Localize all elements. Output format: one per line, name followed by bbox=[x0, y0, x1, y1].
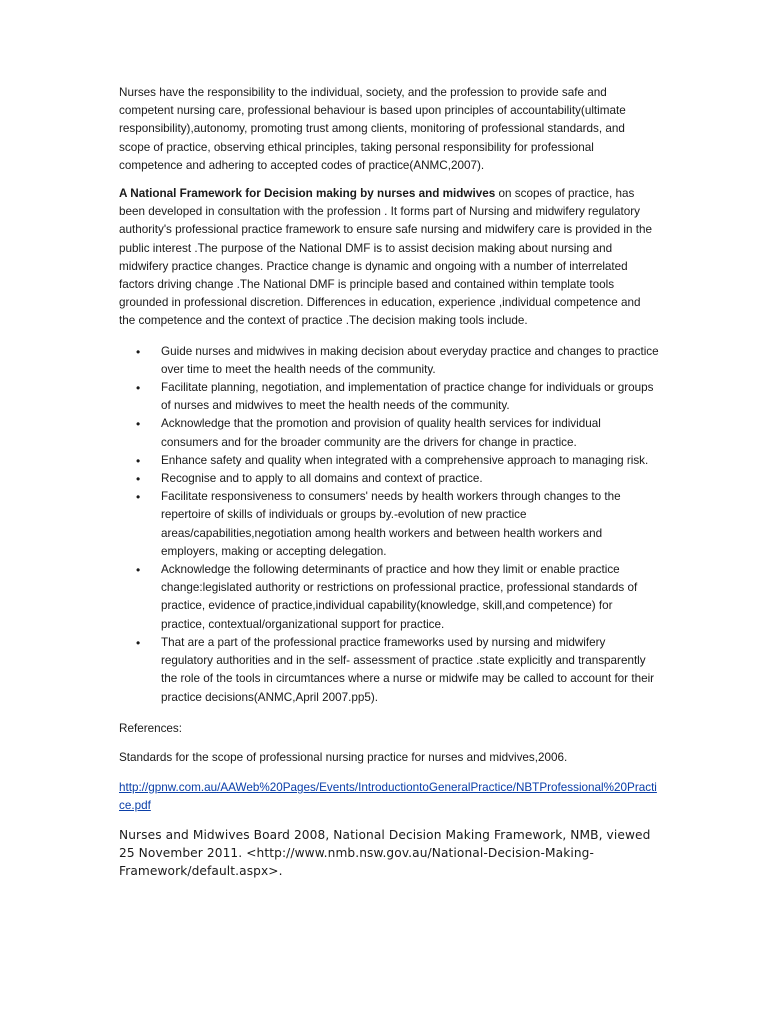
document-body bbox=[119, 84, 659, 892]
bullet-icon: • bbox=[136, 453, 141, 468]
framework-description: on scopes of practice, has been developed in consultation with the profession . It forms part of Nursing and midwifery regulatory authority's professional practice framework to ensure safe nursing and midwifery care is provided in the public interest .The purpose of the National DMF is to assist decision making about nursing and midwifery practice changes. Practice change is dynamic and ongoing with a number of interrelated factors driving change .The National DMF is principle based and contained within template tools grounded in professional discretion. Differences in education, experience ,individual competence and the competence and the context of practice .The decision making tools include. bbox=[119, 187, 652, 328]
list-item-text: Facilitate planning, negotiation, and implementation of practice change for individuals or groups of nurses and midwives to meet the health needs of the community. bbox=[161, 381, 654, 413]
paragraph-framework bbox=[119, 185, 659, 331]
bullet-icon: • bbox=[136, 472, 141, 487]
list-item bbox=[119, 343, 659, 379]
list-item-text: Recognise and to apply to all domains and context of practice. bbox=[161, 472, 483, 486]
reference-link[interactable]: http://gpnw.com.au/AAWeb%20Pages/Events/IntroductiontoGeneralPractice/NBTProfessional%20Practice.pdf bbox=[119, 781, 657, 813]
list-item bbox=[119, 470, 659, 488]
list-item-text: Acknowledge the following determinants of practice and how they limit or enable practice change:legislated authority or restrictions on professional practice, professional standards of practice, evidence of practice,individual capability(knowledge, skill,and competence) for practice, contextual/organizational support for practice. bbox=[161, 563, 638, 631]
list-item bbox=[119, 561, 659, 634]
list-item-text: That are a part of the professional practice frameworks used by nursing and midwifery regulatory authorities and in the self- assessment of practice .state explicitly and transparently the role of the tools in circumtances where a nurse or midwife may be called to account for their practice decisions(ANMC,April 2007.pp5). bbox=[161, 635, 655, 704]
list-item bbox=[119, 452, 659, 470]
bullet-icon: • bbox=[136, 490, 141, 505]
list-item bbox=[119, 379, 659, 415]
reference-standards: Standards for the scope of professional nursing practice for nurses and midvives,2006. bbox=[119, 750, 568, 764]
paragraph-responsibility: Nurses have the responsibility to the individual, society, and the profession to provide safe and competent nursing care, professional behaviour is based upon principles of accountability(ultimate responsibility),autonomy, promoting trust among clients, monitoring of professional standards, and scope of practice, observing ethical principles, taking personal responsibility for professional competence and adhering to accepted codes of practice(ANMC,2007). bbox=[119, 86, 626, 172]
decision-tools-list bbox=[119, 343, 659, 707]
reference-nmb: Nurses and Midwives Board 2008, National Decision Making Framework, NMB, viewed 25 November 2011. <http://www.nmb.nsw.gov.au/National-Decision-Making-Framework/default.aspx>. bbox=[119, 827, 651, 878]
bullet-icon: • bbox=[136, 344, 141, 359]
list-item-text: Acknowledge that the promotion and provision of quality health services for individual consumers and for the broader community are the drivers for change in practice. bbox=[161, 417, 601, 449]
list-item-text: Enhance safety and quality when integrated with a comprehensive approach to managing risk. bbox=[161, 453, 649, 467]
list-item-text: Guide nurses and midwives in making decision about everyday practice and changes to practice over time to meet the health needs of the community. bbox=[161, 344, 659, 376]
bullet-icon: • bbox=[136, 635, 141, 650]
list-item bbox=[119, 415, 659, 451]
references-heading: References: bbox=[119, 721, 183, 735]
framework-title: A National Framework for Decision making by nurses and midwives bbox=[119, 187, 496, 201]
list-item bbox=[119, 488, 659, 561]
bullet-icon: • bbox=[136, 381, 141, 396]
bullet-icon: • bbox=[136, 417, 141, 432]
bullet-icon: • bbox=[136, 563, 141, 578]
list-item-text: Facilitate responsiveness to consumers' needs by health workers through changes to the repertoire of skills of individuals or groups by.-evolution of new practice areas/capabilities,negotiation among health workers and between health workers and employers, making or accepting delegation. bbox=[161, 490, 621, 558]
list-item bbox=[119, 634, 659, 707]
